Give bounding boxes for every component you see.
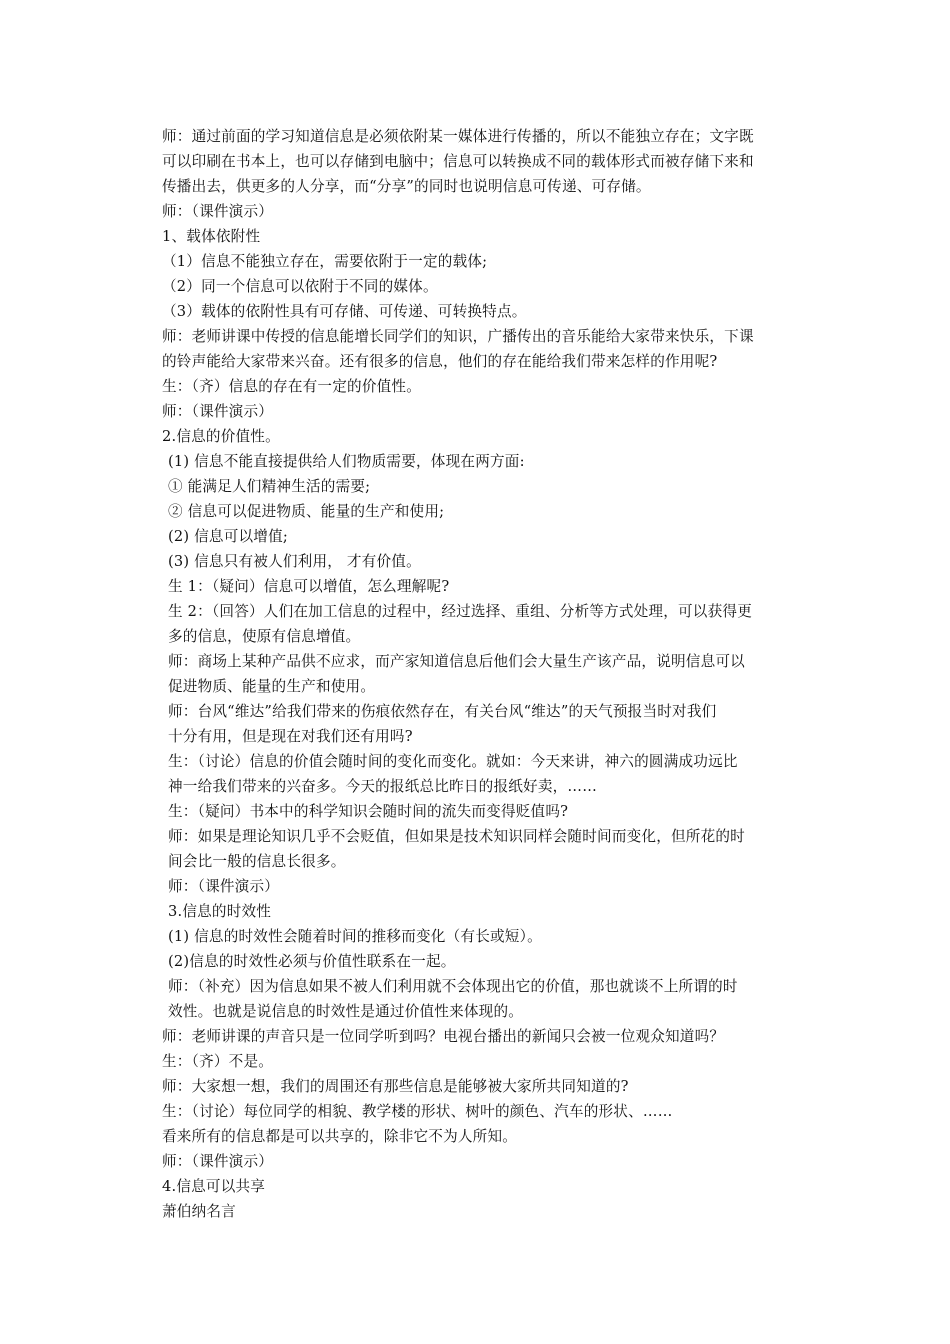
section-heading: 4.信息可以共享 bbox=[162, 1178, 266, 1195]
list-item: （2）同一个信息可以依附于不同的媒体。 bbox=[162, 278, 438, 295]
text-line: 师：老师讲课中传授的信息能增长同学们的知识，广播传出的音乐能给大家带来快乐，下课 bbox=[162, 328, 754, 345]
list-item: (3) 信息只有被人们利用， 才有价值。 bbox=[168, 553, 421, 570]
text-line: 生 1：（疑问）信息可以增值，怎么理解呢? bbox=[168, 578, 450, 595]
list-item: （1）信息不能独立存在，需要依附于一定的载体; bbox=[162, 253, 488, 270]
text-line: 间会比一般的信息长很多。 bbox=[168, 853, 346, 870]
text-line: 传播出去，供更多的人分享，而“分享”的同时也说明信息可传递、可存储。 bbox=[162, 178, 651, 195]
list-item: (1) 信息的时效性会随着时间的推移而变化（有长或短）。 bbox=[168, 928, 542, 945]
text-line: 师：台风“维达”给我们带来的伤痕依然存在，有关台风“维达”的天气预报当时对我们 bbox=[168, 703, 717, 720]
text-line: 生：（齐）信息的存在有一定的价值性。 bbox=[162, 378, 421, 395]
text-line: 师：通过前面的学习知道信息是必须依附某一媒体进行传播的，所以不能独立存在；文字既 bbox=[162, 128, 754, 145]
text-line: 可以印刷在书本上，也可以存储到电脑中；信息可以转换成不同的载体形式而被存储下来和 bbox=[162, 153, 754, 170]
text-line: 效性。也就是说信息的时效性是通过价值性来体现的。 bbox=[168, 1003, 524, 1020]
text-line: 师：商场上某种产品供不应求，而产家知道信息后他们会大量生产该产品，说明信息可以 bbox=[168, 653, 745, 670]
list-item: (2)信息的时效性必须与价值性联系在一起。 bbox=[168, 953, 456, 970]
text-line: 多的信息，使原有信息增值。 bbox=[168, 628, 361, 645]
text-line: 师：老师讲课的声音只是一位同学听到吗？电视台播出的新闻只会被一位观众知道吗？ bbox=[162, 1028, 725, 1045]
list-item: ② 信息可以促进物质、能量的生产和使用; bbox=[168, 503, 445, 520]
list-item: (1) 信息不能直接提供给人们物质需要，体现在两方面: bbox=[168, 453, 525, 470]
text-line: 萧伯纳名言 bbox=[162, 1203, 236, 1220]
text-line: 看来所有的信息都是可以共享的，除非它不为人所知。 bbox=[162, 1128, 518, 1145]
text-line: 的铃声能给大家带来兴奋。还有很多的信息，他们的存在能给我们带来怎样的作用呢? bbox=[162, 353, 718, 370]
text-line: 师：大家想一想，我们的周围还有那些信息是能够被大家所共同知道的? bbox=[162, 1078, 629, 1095]
section-heading: 1、载体依附性 bbox=[162, 228, 261, 245]
text-line: 师：（课件演示） bbox=[162, 403, 274, 420]
text-line: 师：（课件演示） bbox=[168, 878, 280, 895]
text-line: 生：（讨论）信息的价值会随时间的变化而变化。就如：今天来讲，神六的圆满成功远比 bbox=[168, 753, 738, 770]
text-line: 神一给我们带来的兴奋多。今天的报纸总比昨日的报纸好卖，…… bbox=[168, 778, 598, 795]
text-line: 师：（课件演示） bbox=[162, 203, 274, 220]
text-line: 师：如果是理论知识几乎不会贬值，但如果是技术知识同样会随时间而变化，但所花的时 bbox=[168, 828, 745, 845]
list-item: ① 能满足人们精神生活的需要; bbox=[168, 478, 371, 495]
text-line: 生 2：（回答）人们在加工信息的过程中，经过选择、重组、分析等方式处理，可以获得更 bbox=[168, 603, 752, 620]
list-item: （3）载体的依附性具有可存储、可传递、可转换特点。 bbox=[162, 303, 527, 320]
text-line: 生：（疑问）书本中的科学知识会随时间的流失而变得贬值吗? bbox=[168, 803, 569, 820]
text-line: 十分有用，但是现在对我们还有用吗? bbox=[168, 728, 413, 745]
text-line: 生：（讨论）每位同学的相貌、教学楼的形状、树叶的颜色、汽车的形状、…… bbox=[162, 1103, 673, 1120]
list-item: (2) 信息可以增值; bbox=[168, 528, 288, 545]
text-line: 师：（课件演示） bbox=[162, 1153, 274, 1170]
document-body bbox=[162, 124, 834, 1224]
text-line: 生：（齐）不是。 bbox=[162, 1053, 274, 1070]
text-line: 促进物质、能量的生产和使用。 bbox=[168, 678, 376, 695]
section-heading: 3.信息的时效性 bbox=[168, 903, 272, 920]
section-heading: 2.信息的价值性。 bbox=[162, 428, 280, 445]
text-line: 师：（补充）因为信息如果不被人们利用就不会体现出它的价值，那也就谈不上所谓的时 bbox=[168, 978, 738, 995]
